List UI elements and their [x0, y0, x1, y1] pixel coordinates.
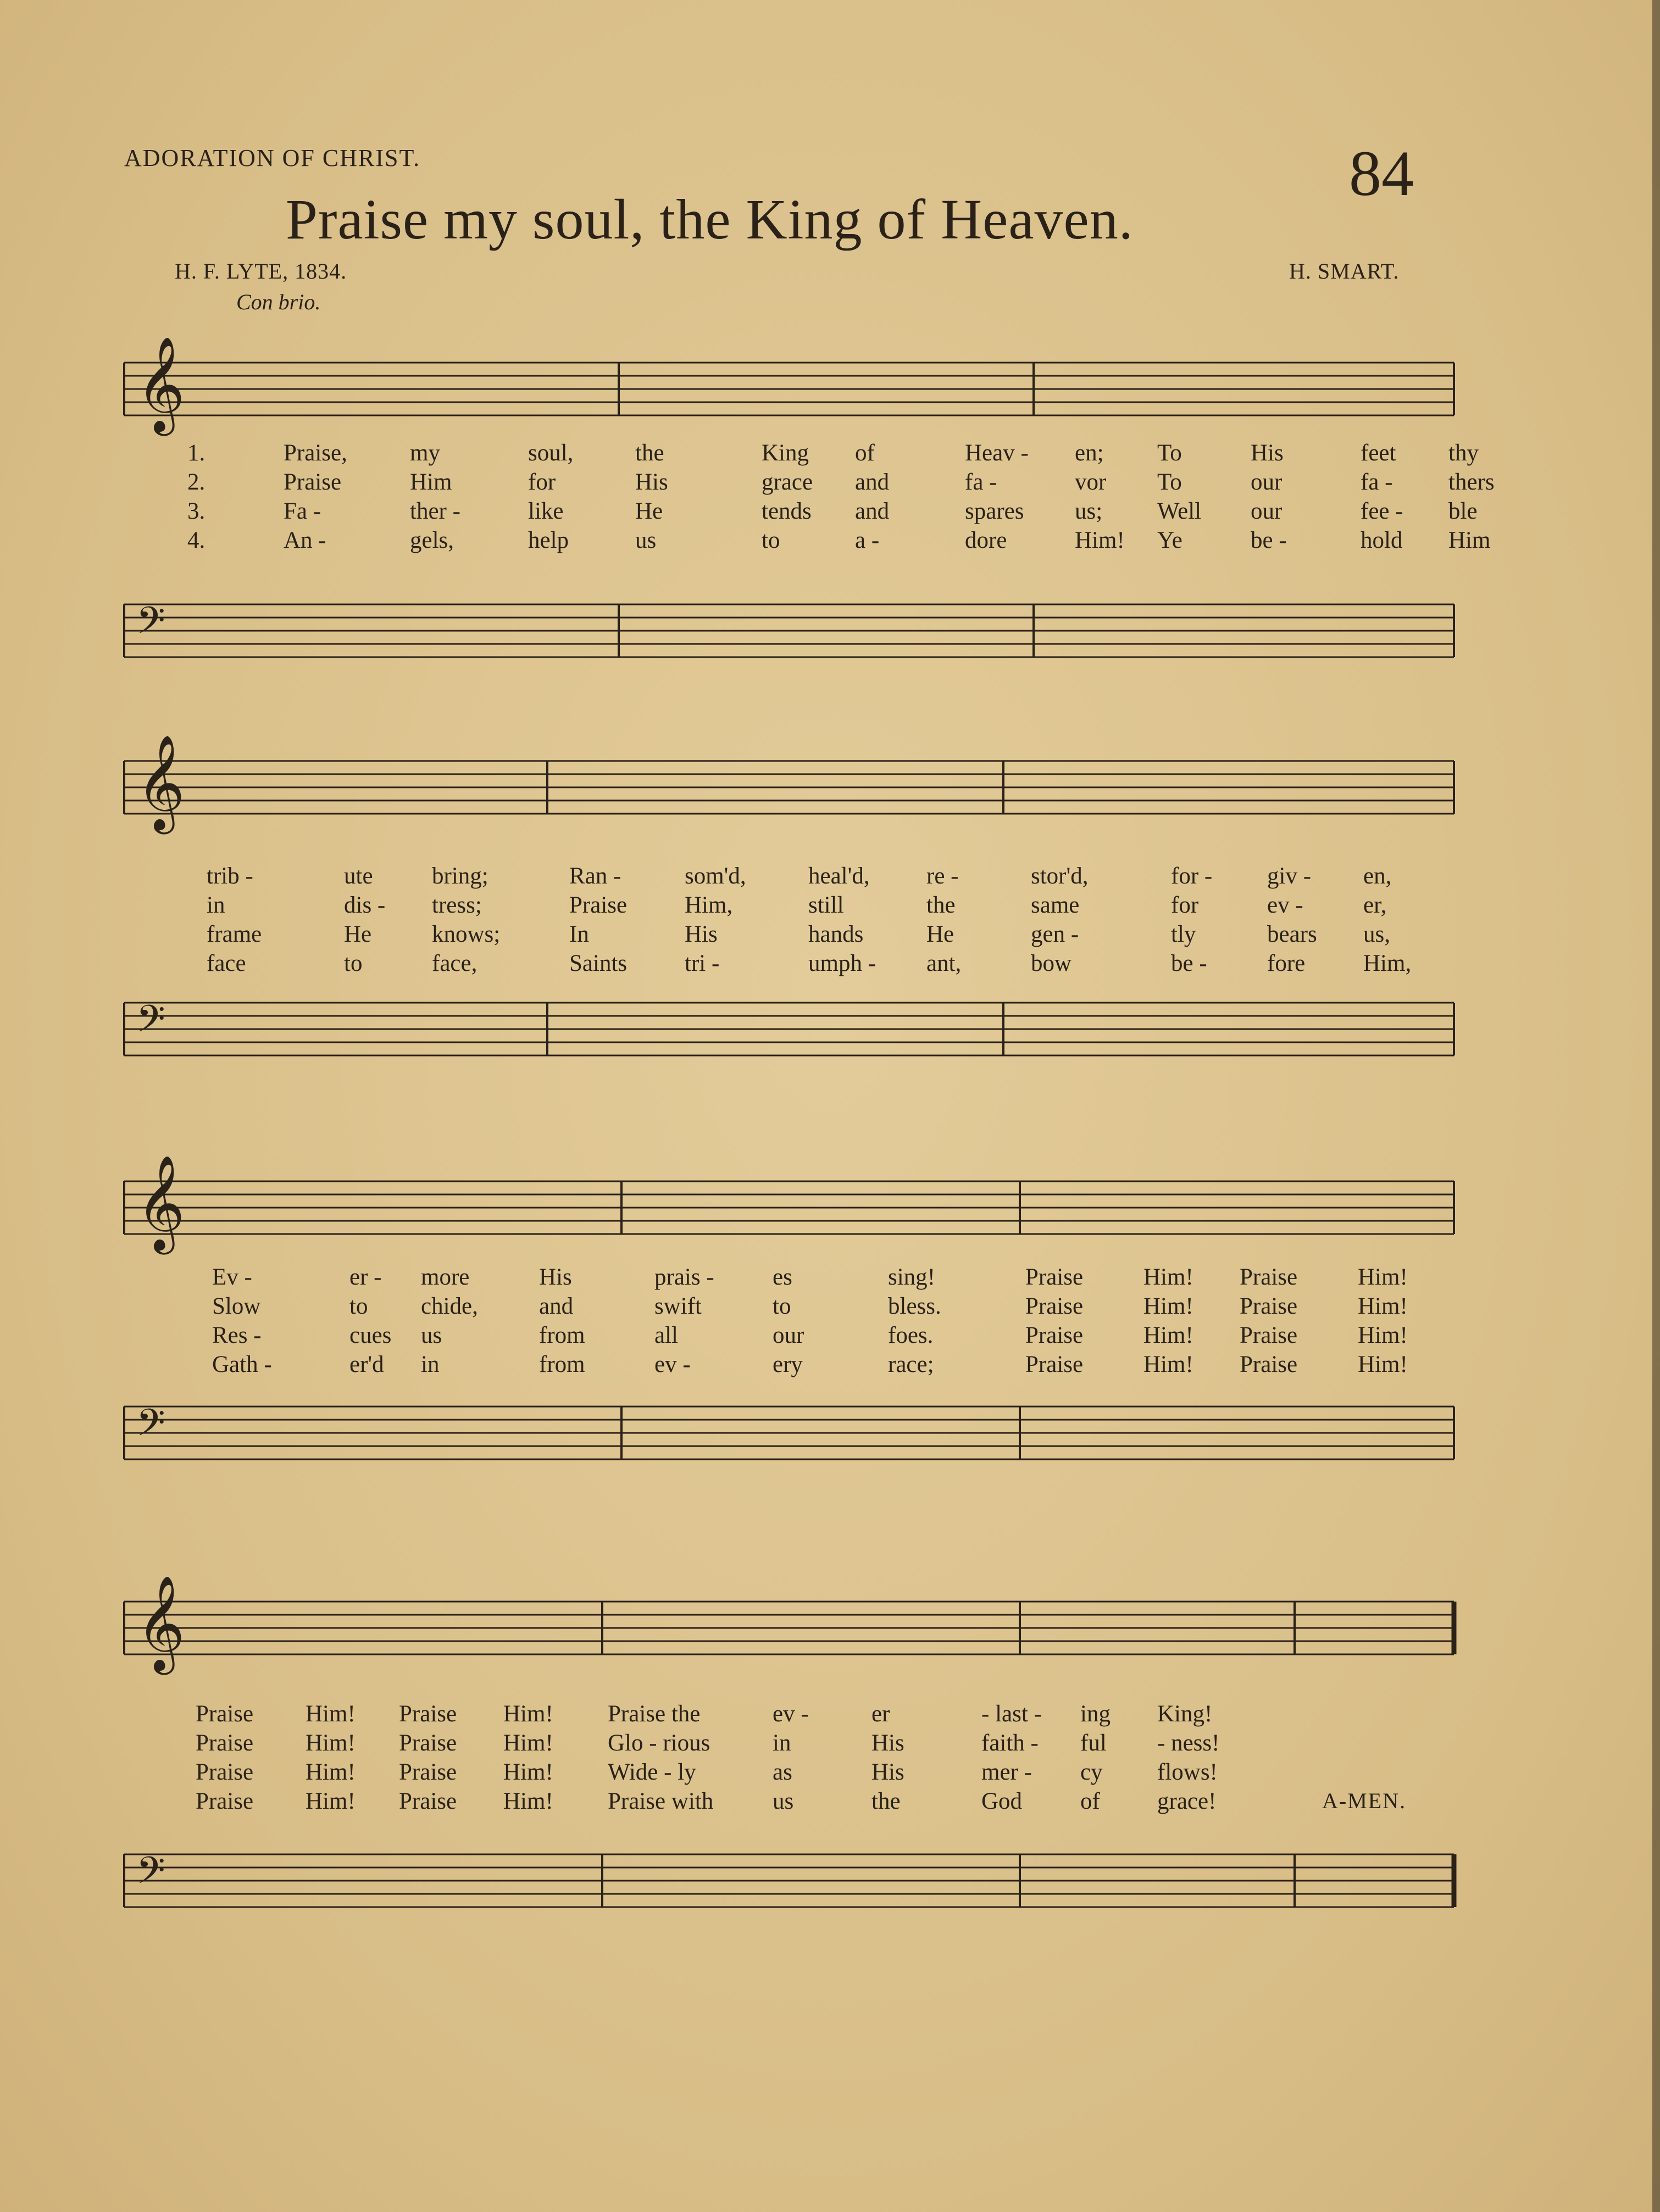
lyric-syllable: som'd,: [685, 863, 746, 889]
verse-line: [124, 440, 1479, 468]
lyric-syllable: for: [528, 469, 556, 495]
lyric-syllable: Praise: [1025, 1322, 1084, 1348]
lyric-syllable: bring;: [432, 863, 488, 889]
lyric-syllable: God: [981, 1788, 1023, 1814]
hymn-title: Praise my soul, the King of Heaven.: [286, 188, 1134, 251]
lyric-syllable: spares: [965, 498, 1024, 524]
lyric-syllable: Praise: [399, 1730, 457, 1756]
lyric-syllable: Him!: [306, 1701, 356, 1727]
lyric-syllable: Him!: [1358, 1352, 1408, 1377]
lyric-syllable: Him!: [1143, 1322, 1193, 1348]
verse-line: [124, 1322, 1459, 1350]
lyric-syllable: and: [539, 1293, 574, 1319]
lyric-syllable: Praise: [196, 1788, 254, 1814]
lyric-syllable: 2.: [187, 469, 206, 495]
lyric-syllable: ute: [344, 863, 373, 889]
lyric-syllable: In: [569, 921, 589, 947]
lyric-syllable: Him!: [1143, 1293, 1193, 1319]
lyric-syllable: our: [773, 1322, 804, 1348]
lyric-syllable: 1.: [187, 440, 206, 466]
lyric-syllable: Ran -: [569, 863, 621, 889]
lyric-syllable: trib -: [207, 863, 253, 889]
treble-clef-icon: 𝄞: [136, 336, 185, 432]
lyric-syllable: faith -: [981, 1730, 1039, 1756]
bass-clef-icon: 𝄢: [136, 599, 165, 652]
verse-line: [124, 1293, 1459, 1321]
treble-staff: [124, 1155, 1459, 1250]
lyric-syllable: en;: [1075, 440, 1104, 466]
lyric-syllable: all: [654, 1322, 678, 1348]
lyric-syllable: hold: [1361, 527, 1403, 553]
lyric-syllable: like: [528, 498, 564, 524]
lyric-syllable: dis -: [344, 892, 386, 918]
lyric-syllable: Praise: [1240, 1293, 1298, 1319]
lyric-syllable: His: [1251, 440, 1284, 466]
lyric-syllable: to: [344, 951, 363, 976]
lyric-syllable: race;: [888, 1352, 934, 1377]
lyric-syllable: er'd: [349, 1352, 384, 1377]
lyric-syllable: giv -: [1267, 863, 1312, 889]
lyric-syllable: for: [1171, 892, 1199, 918]
lyric-syllable: Him: [1448, 527, 1491, 553]
lyric-syllable: Praise: [569, 892, 628, 918]
lyric-syllable: of: [1080, 1788, 1100, 1814]
running-head: ADORATION OF CHRIST.: [124, 144, 421, 171]
verse-line: [124, 1264, 1459, 1292]
lyric-syllable: He: [344, 921, 372, 947]
lyric-syllable: us,: [1363, 921, 1390, 947]
lyric-syllable: vor: [1075, 469, 1107, 495]
lyric-syllable: Praise: [399, 1788, 457, 1814]
lyric-syllable: face: [207, 951, 246, 976]
lyric-syllable: er,: [1363, 892, 1387, 918]
lyric-syllable: er: [871, 1701, 890, 1727]
lyric-syllable: His: [635, 469, 668, 495]
lyric-syllable: cues: [349, 1322, 392, 1348]
bass-clef-icon: 𝄢: [136, 998, 165, 1050]
lyric-syllable: Him!: [1143, 1264, 1193, 1290]
lyric-syllable: King: [762, 440, 809, 466]
lyric-syllable: the: [871, 1788, 901, 1814]
verse-line: [124, 1700, 1459, 1729]
lyric-syllable: Praise: [1240, 1352, 1298, 1377]
lyric-syllable: An -: [284, 527, 326, 553]
bass-clef-icon: 𝄢: [136, 1402, 165, 1454]
lyric-syllable: be -: [1251, 527, 1287, 553]
lyric-syllable: Him!: [306, 1730, 356, 1756]
verse-line: [124, 863, 1459, 891]
music-system-4: [124, 1563, 1459, 1981]
lyric-syllable: Him!: [503, 1730, 553, 1756]
lyric-syllable: Res -: [212, 1322, 262, 1348]
lyric-syllable: Slow: [212, 1293, 261, 1319]
lyric-syllable: Well: [1157, 498, 1202, 524]
lyric-syllable: our: [1251, 469, 1283, 495]
lyric-syllable: ther -: [410, 498, 460, 524]
lyric-syllable: His: [685, 921, 718, 947]
lyric-syllable: face,: [432, 951, 478, 976]
lyric-syllable: as: [773, 1759, 792, 1785]
lyric-syllable: His: [539, 1264, 572, 1290]
treble-clef-icon: 𝄞: [136, 735, 185, 830]
lyric-syllable: Praise: [196, 1730, 254, 1756]
verse-line: [124, 498, 1478, 526]
bass-staff: [124, 997, 1459, 1052]
lyric-syllable: fa -: [965, 469, 997, 495]
lyric-syllable: ev -: [654, 1352, 691, 1377]
lyric-syllable: to: [762, 527, 780, 553]
lyric-syllable: gels,: [410, 527, 454, 553]
lyric-syllable: hands: [808, 921, 864, 947]
lyric-syllable: Praise: [196, 1759, 254, 1785]
hymn-number: 84: [1349, 137, 1414, 209]
verse-line: [124, 527, 1491, 555]
lyric-syllable: King!: [1157, 1701, 1213, 1727]
lyric-syllable: frame: [207, 921, 262, 947]
lyric-syllable: - ness!: [1157, 1730, 1220, 1756]
lyric-syllable: Praise,: [284, 440, 347, 466]
lyric-syllable: Praise: [196, 1701, 254, 1727]
lyric-syllable: bow: [1031, 951, 1072, 976]
lyric-syllable: Saints: [569, 951, 628, 976]
amen: A-MEN.: [1322, 1788, 1407, 1813]
lyric-syllable: - last -: [981, 1701, 1042, 1727]
lyric-syllable: ev -: [1267, 892, 1303, 918]
lyric-syllable: Fa -: [284, 498, 321, 524]
lyric-syllable: and: [855, 498, 890, 524]
lyric-syllable: more: [421, 1264, 470, 1290]
lyric-syllable: 3.: [187, 498, 206, 524]
lyric-syllable: ful: [1080, 1730, 1107, 1756]
lyric-syllable: a -: [855, 527, 880, 553]
verse-line: [124, 1351, 1459, 1380]
lyric-syllable: His: [871, 1730, 904, 1756]
lyric-syllable: knows;: [432, 921, 501, 947]
lyric-syllable: Him!: [503, 1759, 553, 1785]
lyric-syllable: swift: [654, 1293, 702, 1319]
lyric-syllable: bless.: [888, 1293, 941, 1319]
lyric-syllable: to: [773, 1293, 791, 1319]
lyric-syllable: in: [773, 1730, 791, 1756]
lyric-syllable: Him!: [1075, 527, 1125, 553]
lyric-syllable: Him,: [1363, 951, 1412, 976]
lyric-syllable: in: [207, 892, 225, 918]
music-system-2: [124, 722, 1459, 1107]
lyric-syllable: the: [926, 892, 956, 918]
lyric-syllable: same: [1031, 892, 1080, 918]
treble-staff: [124, 336, 1459, 432]
lyric-syllable: Praise: [1240, 1322, 1298, 1348]
lyric-syllable: Ye: [1157, 527, 1182, 553]
lyric-syllable: fore: [1267, 951, 1306, 976]
lyric-syllable: to: [349, 1293, 368, 1319]
lyric-syllable: sing!: [888, 1264, 935, 1290]
lyric-syllable: Praise: [1240, 1264, 1298, 1290]
lyric-syllable: and: [855, 469, 890, 495]
lyric-syllable: help: [528, 527, 569, 553]
lyric-syllable: still: [808, 892, 844, 918]
lyric-syllable: us: [773, 1788, 794, 1814]
bass-staff: [124, 599, 1459, 654]
lyric-syllable: Him!: [1358, 1322, 1408, 1348]
lyric-syllable: He: [635, 498, 663, 524]
lyric-syllable: for -: [1171, 863, 1213, 889]
lyric-syllable: Wide - ly: [608, 1759, 696, 1785]
treble-clef-icon: 𝄞: [136, 1155, 185, 1250]
lyric-syllable: Ev -: [212, 1264, 252, 1290]
lyric-syllable: To: [1157, 469, 1182, 495]
lyric-syllable: re -: [926, 863, 959, 889]
lyric-syllable: dore: [965, 527, 1007, 553]
lyric-syllable: my: [410, 440, 440, 466]
lyric-syllable: Praise: [399, 1701, 457, 1727]
lyric-syllable: es: [773, 1264, 792, 1290]
lyric-syllable: flows!: [1157, 1759, 1218, 1785]
music-system-3: [124, 1143, 1459, 1527]
lyric-syllable: chide,: [421, 1293, 478, 1319]
page-edge: [1652, 0, 1660, 2212]
lyric-syllable: cy: [1080, 1759, 1103, 1785]
lyric-syllable: Heav -: [965, 440, 1029, 466]
lyric-syllable: us: [635, 527, 657, 553]
lyric-syllable: stor'd,: [1031, 863, 1089, 889]
lyric-syllable: Him!: [306, 1788, 356, 1814]
lyric-syllable: Glo - rious: [608, 1730, 710, 1756]
lyric-syllable: ing: [1080, 1701, 1111, 1727]
verse-line: [124, 950, 1459, 979]
lyric-syllable: bears: [1267, 921, 1317, 947]
bass-staff: [124, 1849, 1459, 1904]
lyric-syllable: from: [539, 1352, 585, 1377]
lyric-syllable: er -: [349, 1264, 382, 1290]
lyric-syllable: our: [1251, 498, 1283, 524]
lyric-syllable: ant,: [926, 951, 962, 976]
lyric-syllable: soul,: [528, 440, 574, 466]
lyric-syllable: tri -: [685, 951, 720, 976]
lyric-syllable: us: [421, 1322, 442, 1348]
lyric-syllable: Praise: [399, 1759, 457, 1785]
lyric-syllable: Him,: [685, 892, 733, 918]
verse-line: [124, 921, 1459, 949]
lyric-syllable: tends: [762, 498, 812, 524]
lyric-syllable: the: [635, 440, 664, 466]
lyric-syllable: grace: [762, 469, 813, 495]
lyric-syllable: prais -: [654, 1264, 714, 1290]
tempo-marking: Con brio.: [236, 290, 321, 314]
lyric-syllable: Praise: [284, 469, 342, 495]
composer-credit: H. SMART.: [1289, 259, 1400, 284]
lyric-syllable: Praise: [1025, 1352, 1084, 1377]
lyric-syllable: He: [926, 921, 954, 947]
lyric-syllable: in: [421, 1352, 440, 1377]
lyric-syllable: grace!: [1157, 1788, 1217, 1814]
lyric-syllable: His: [871, 1759, 904, 1785]
lyric-syllable: Praise the: [608, 1701, 701, 1727]
lyric-syllable: Him: [410, 469, 452, 495]
lyric-syllable: thers: [1448, 469, 1495, 495]
lyric-syllable: Him!: [1358, 1264, 1408, 1290]
lyric-syllable: mer -: [981, 1759, 1032, 1785]
lyric-syllable: 4.: [187, 527, 206, 553]
treble-staff: [124, 1575, 1459, 1671]
lyric-syllable: gen -: [1031, 921, 1079, 947]
lyric-syllable: fee -: [1361, 498, 1403, 524]
lyric-syllable: ble: [1448, 498, 1478, 524]
lyric-syllable: from: [539, 1322, 585, 1348]
lyric-syllable: umph -: [808, 951, 876, 976]
lyric-syllable: of: [855, 440, 875, 466]
lyric-syllable: us;: [1075, 498, 1103, 524]
lyric-syllable: heal'd,: [808, 863, 870, 889]
lyric-syllable: Him!: [306, 1759, 356, 1785]
author-credit: H. F. LYTE, 1834.: [175, 259, 347, 284]
lyric-syllable: Him!: [503, 1701, 553, 1727]
verse-line: [124, 1759, 1459, 1787]
lyric-syllable: ery: [773, 1352, 803, 1377]
lyric-syllable: To: [1157, 440, 1182, 466]
verse-line: [124, 1788, 1459, 1816]
verse-line: [124, 892, 1459, 920]
treble-clef-icon: 𝄞: [136, 1575, 185, 1671]
verse-line: [124, 469, 1495, 497]
lyric-syllable: be -: [1171, 951, 1207, 976]
lyric-syllable: Praise with: [608, 1788, 714, 1814]
lyric-syllable: tress;: [432, 892, 482, 918]
bass-staff: [124, 1401, 1459, 1456]
lyric-syllable: tly: [1171, 921, 1196, 947]
treble-staff: [124, 735, 1459, 830]
lyric-syllable: fa -: [1361, 469, 1393, 495]
lyric-syllable: thy: [1448, 440, 1479, 466]
lyric-syllable: Praise: [1025, 1264, 1084, 1290]
bass-clef-icon: 𝄢: [136, 1849, 165, 1902]
lyric-syllable: Gath -: [212, 1352, 272, 1377]
verse-line: [124, 1730, 1459, 1758]
music-system-1: [124, 324, 1495, 709]
lyric-syllable: Him!: [503, 1788, 553, 1814]
lyric-syllable: Him!: [1143, 1352, 1193, 1377]
lyric-syllable: feet: [1361, 440, 1396, 466]
lyric-syllable: foes.: [888, 1322, 934, 1348]
lyric-syllable: Praise: [1025, 1293, 1084, 1319]
lyric-syllable: ev -: [773, 1701, 809, 1727]
lyric-syllable: en,: [1363, 863, 1392, 889]
lyric-syllable: Him!: [1358, 1293, 1408, 1319]
